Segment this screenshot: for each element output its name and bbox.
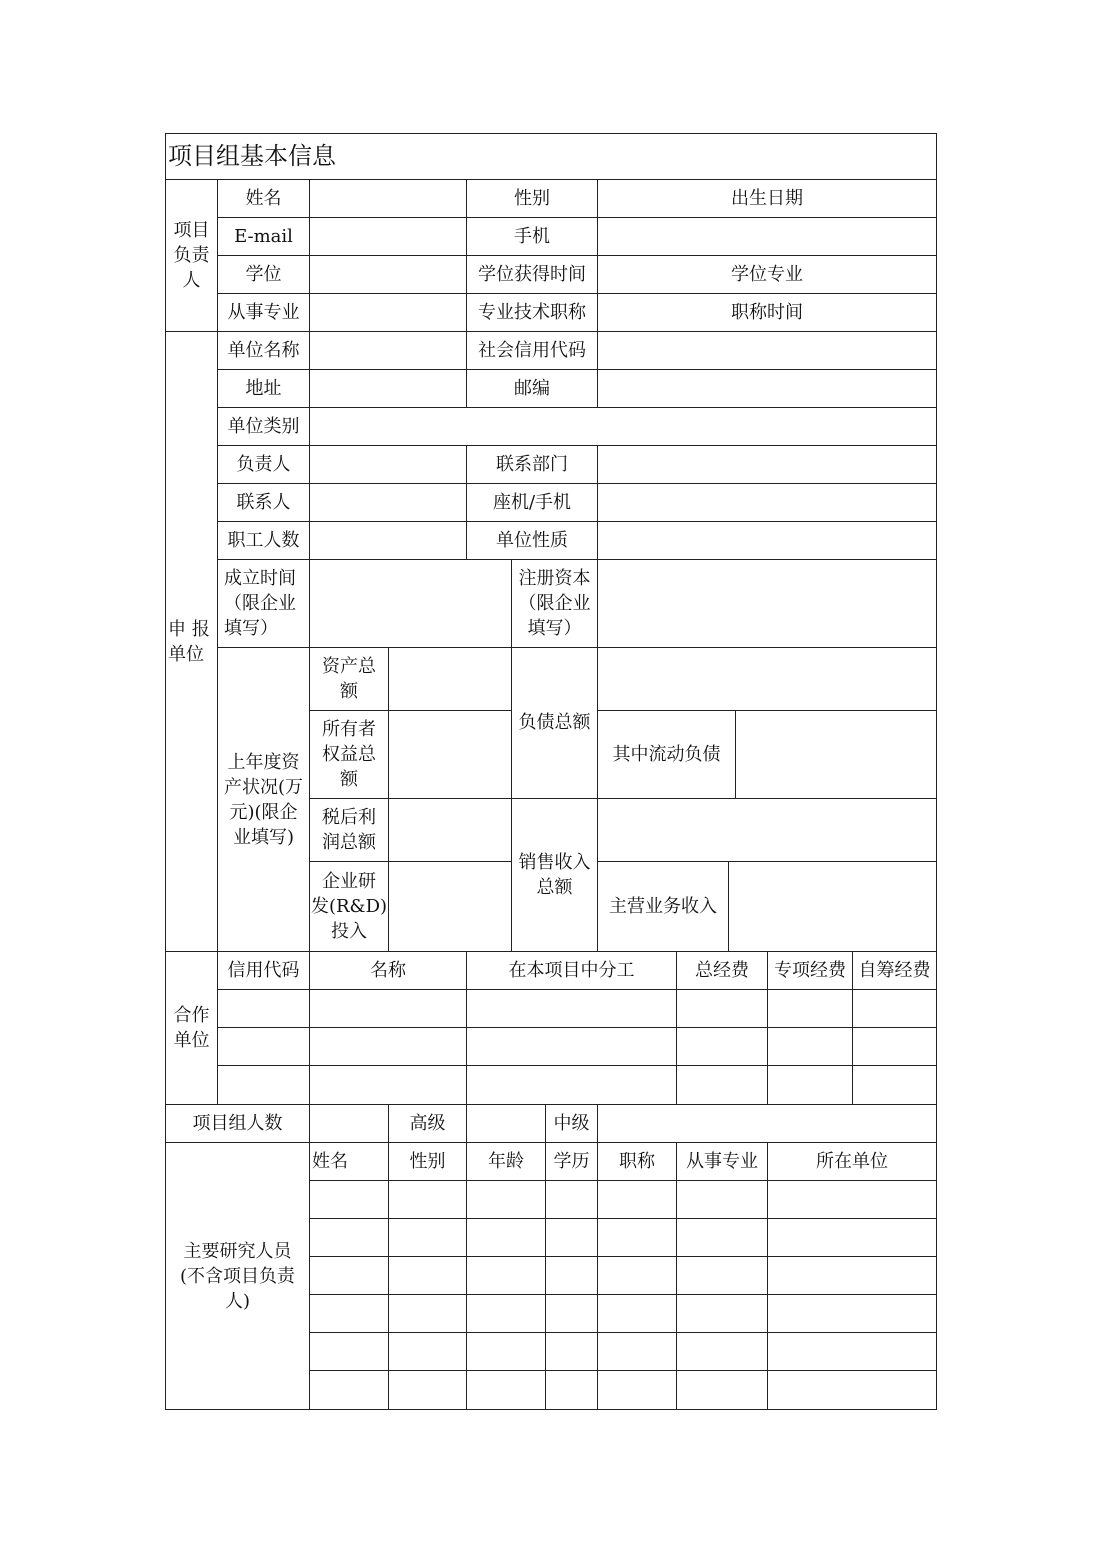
org-type-label: 单位类别 bbox=[217, 407, 310, 446]
researcher-row-cell[interactable] bbox=[545, 1218, 598, 1257]
researcher-row-cell[interactable] bbox=[388, 1180, 467, 1219]
sales-field[interactable] bbox=[597, 798, 937, 862]
researcher-row-cell[interactable] bbox=[767, 1180, 937, 1219]
senior-count-field[interactable] bbox=[466, 1104, 546, 1143]
leader-degree-field[interactable] bbox=[309, 255, 467, 294]
researcher-row-cell[interactable] bbox=[309, 1370, 389, 1410]
partner-header-self-funds: 自筹经费 bbox=[852, 951, 937, 990]
researcher-row-cell[interactable] bbox=[597, 1180, 677, 1219]
partner-row-cell[interactable] bbox=[466, 1027, 677, 1066]
current-liab-label: 其中流动负债 bbox=[597, 710, 736, 799]
partner-row-cell[interactable] bbox=[852, 1027, 937, 1066]
researcher-row-cell[interactable] bbox=[676, 1294, 768, 1333]
partner-row-cell[interactable] bbox=[309, 989, 467, 1028]
contact-dept-label: 联系部门 bbox=[466, 445, 598, 484]
total-liab-label: 负债总额 bbox=[511, 647, 598, 799]
total-assets-label: 资产总 额 bbox=[309, 647, 389, 711]
total-liab-field[interactable] bbox=[597, 647, 937, 711]
team-count-field[interactable] bbox=[309, 1104, 389, 1143]
partner-row-cell[interactable] bbox=[767, 1065, 853, 1105]
main-revenue-field[interactable] bbox=[728, 861, 937, 952]
researcher-row-cell[interactable] bbox=[545, 1294, 598, 1333]
org-type-field[interactable] bbox=[309, 407, 937, 446]
org-name-field[interactable] bbox=[309, 331, 467, 370]
researcher-row-cell[interactable] bbox=[466, 1180, 546, 1219]
partner-header-name: 名称 bbox=[309, 951, 467, 990]
researcher-row-cell[interactable] bbox=[545, 1370, 598, 1410]
partner-header-credit-code: 信用代码 bbox=[217, 951, 310, 990]
partner-row-cell[interactable] bbox=[309, 1065, 467, 1105]
partner-row-cell[interactable] bbox=[852, 989, 937, 1028]
researcher-row-cell[interactable] bbox=[466, 1218, 546, 1257]
researcher-row-cell[interactable] bbox=[309, 1218, 389, 1257]
staff-count-label: 职工人数 bbox=[217, 521, 310, 560]
researcher-header-name: 姓名 bbox=[309, 1142, 389, 1181]
credit-code-label: 社会信用代码 bbox=[466, 331, 598, 370]
contact-dept-field[interactable] bbox=[597, 445, 937, 484]
contact-person-field[interactable] bbox=[309, 483, 467, 522]
researcher-row-cell[interactable] bbox=[466, 1370, 546, 1410]
phone-field[interactable] bbox=[597, 483, 937, 522]
mid-label: 中级 bbox=[545, 1104, 598, 1143]
researcher-row-cell[interactable] bbox=[676, 1370, 768, 1410]
reg-capital-label: 注册资本 （限企业 填写） bbox=[511, 559, 598, 648]
leader-mobile-field[interactable] bbox=[597, 217, 937, 256]
researcher-row-cell[interactable] bbox=[388, 1218, 467, 1257]
leader-title-time-label: 职称时间 bbox=[597, 293, 937, 332]
partner-row-cell[interactable] bbox=[852, 1065, 937, 1105]
researcher-row-cell[interactable] bbox=[466, 1294, 546, 1333]
researcher-row-cell[interactable] bbox=[545, 1332, 598, 1371]
partner-row-cell[interactable] bbox=[217, 1065, 310, 1105]
researcher-header-education: 学历 bbox=[545, 1142, 598, 1181]
founded-label: 成立时间 （限企业 填写） bbox=[217, 559, 310, 648]
leader-degree-major-label: 学位专业 bbox=[597, 255, 937, 294]
equity-label: 所有者 权益总 额 bbox=[309, 710, 389, 799]
researcher-row-cell[interactable] bbox=[767, 1294, 937, 1333]
researcher-row-cell[interactable] bbox=[388, 1370, 467, 1410]
researcher-row-cell[interactable] bbox=[597, 1332, 677, 1371]
researcher-row-cell[interactable] bbox=[676, 1180, 768, 1219]
partner-row-cell[interactable] bbox=[767, 1027, 853, 1066]
equity-field[interactable] bbox=[388, 710, 512, 799]
researcher-row-cell[interactable] bbox=[597, 1294, 677, 1333]
researcher-row-cell[interactable] bbox=[676, 1332, 768, 1371]
researcher-row-cell[interactable] bbox=[767, 1218, 937, 1257]
partner-row-cell[interactable] bbox=[767, 989, 853, 1028]
address-label: 地址 bbox=[217, 369, 310, 408]
team-count-label: 项目组人数 bbox=[165, 1104, 310, 1143]
net-profit-label: 税后利 润总额 bbox=[309, 798, 389, 862]
org-head-label: 负责人 bbox=[217, 445, 310, 484]
researcher-row-cell[interactable] bbox=[767, 1256, 937, 1295]
researcher-row-cell[interactable] bbox=[545, 1256, 598, 1295]
leader-birth-label: 出生日期 bbox=[597, 179, 937, 218]
address-field[interactable] bbox=[309, 369, 467, 408]
org-name-label: 单位名称 bbox=[217, 331, 310, 370]
leader-name-label: 姓名 bbox=[217, 179, 310, 218]
researcher-header-specialty: 从事专业 bbox=[676, 1142, 768, 1181]
phone-label: 座机/手机 bbox=[466, 483, 598, 522]
researcher-row-cell[interactable] bbox=[388, 1332, 467, 1371]
researcher-row-cell[interactable] bbox=[309, 1180, 389, 1219]
total-assets-field[interactable] bbox=[388, 647, 512, 711]
rd-field[interactable] bbox=[388, 861, 512, 952]
postcode-label: 邮编 bbox=[466, 369, 598, 408]
partner-header-total-funds: 总经费 bbox=[676, 951, 768, 990]
org-nature-field[interactable] bbox=[597, 521, 937, 560]
leader-specialty-field[interactable] bbox=[309, 293, 467, 332]
researcher-row-cell[interactable] bbox=[767, 1370, 937, 1410]
researcher-row-cell[interactable] bbox=[767, 1332, 937, 1371]
researcher-row-cell[interactable] bbox=[597, 1218, 677, 1257]
partner-row-cell[interactable] bbox=[466, 989, 677, 1028]
partner-header-special-funds: 专项经费 bbox=[767, 951, 853, 990]
researcher-header-age: 年龄 bbox=[466, 1142, 546, 1181]
reg-capital-field[interactable] bbox=[597, 559, 937, 648]
researchers-section-label: 主要研究人员 (不含项目负责 人) bbox=[165, 1142, 310, 1410]
credit-code-field[interactable] bbox=[597, 331, 937, 370]
partners-section-label: 合作 单位 bbox=[165, 951, 218, 1105]
net-profit-field[interactable] bbox=[388, 798, 512, 862]
sales-label: 销售收入 总额 bbox=[511, 798, 598, 952]
leader-section-label: 项目 负责 人 bbox=[165, 179, 218, 332]
researcher-row-cell[interactable] bbox=[388, 1294, 467, 1333]
org-nature-label: 单位性质 bbox=[466, 521, 598, 560]
researcher-row-cell[interactable] bbox=[309, 1256, 389, 1295]
partner-row-cell[interactable] bbox=[676, 989, 768, 1028]
researcher-row-cell[interactable] bbox=[388, 1256, 467, 1295]
leader-tech-title-label: 专业技术职称 bbox=[466, 293, 598, 332]
rd-label: 企业研 发(R&D) 投入 bbox=[309, 861, 389, 952]
researcher-row-cell[interactable] bbox=[466, 1256, 546, 1295]
founded-field[interactable] bbox=[309, 559, 512, 648]
form-title: 项目组基本信息 bbox=[165, 133, 937, 180]
applicant-section-label: 申 报 单位 bbox=[165, 331, 218, 952]
partner-row-cell[interactable] bbox=[309, 1027, 467, 1066]
leader-email-label: E-mail bbox=[217, 217, 310, 256]
researcher-row-cell[interactable] bbox=[597, 1370, 677, 1410]
org-head-field[interactable] bbox=[309, 445, 467, 484]
staff-count-field[interactable] bbox=[309, 521, 467, 560]
leader-specialty-label: 从事专业 bbox=[217, 293, 310, 332]
researcher-row-cell[interactable] bbox=[676, 1218, 768, 1257]
leader-degree-time-label: 学位获得时间 bbox=[466, 255, 598, 294]
senior-label: 高级 bbox=[388, 1104, 467, 1143]
partner-row-cell[interactable] bbox=[217, 1027, 310, 1066]
current-liab-field[interactable] bbox=[735, 710, 937, 799]
partner-row-cell[interactable] bbox=[466, 1065, 677, 1105]
leader-name-field[interactable] bbox=[309, 179, 467, 218]
postcode-field[interactable] bbox=[597, 369, 937, 408]
leader-mobile-label: 手机 bbox=[466, 217, 598, 256]
partner-header-role: 在本项目中分工 bbox=[466, 951, 677, 990]
partner-row-cell[interactable] bbox=[676, 1027, 768, 1066]
researcher-row-cell[interactable] bbox=[466, 1332, 546, 1371]
researcher-row-cell[interactable] bbox=[676, 1256, 768, 1295]
researcher-row-cell[interactable] bbox=[309, 1294, 389, 1333]
contact-person-label: 联系人 bbox=[217, 483, 310, 522]
leader-email-field[interactable] bbox=[309, 217, 467, 256]
assets-section-label: 上年度资 产状况(万 元)(限企 业填写) bbox=[217, 647, 310, 952]
leader-gender-label: 性别 bbox=[466, 179, 598, 218]
researcher-header-unit: 所在单位 bbox=[767, 1142, 937, 1181]
main-revenue-label: 主营业务收入 bbox=[597, 861, 729, 952]
researcher-row-cell[interactable] bbox=[309, 1332, 389, 1371]
partner-row-cell[interactable] bbox=[217, 989, 310, 1028]
project-team-form bbox=[165, 133, 937, 1410]
researcher-header-title: 职称 bbox=[597, 1142, 677, 1181]
researcher-header-gender: 性别 bbox=[388, 1142, 467, 1181]
researcher-row-cell[interactable] bbox=[545, 1180, 598, 1219]
researcher-row-cell[interactable] bbox=[597, 1256, 677, 1295]
mid-count-field[interactable] bbox=[597, 1104, 937, 1143]
leader-degree-label: 学位 bbox=[217, 255, 310, 294]
partner-row-cell[interactable] bbox=[676, 1065, 768, 1105]
